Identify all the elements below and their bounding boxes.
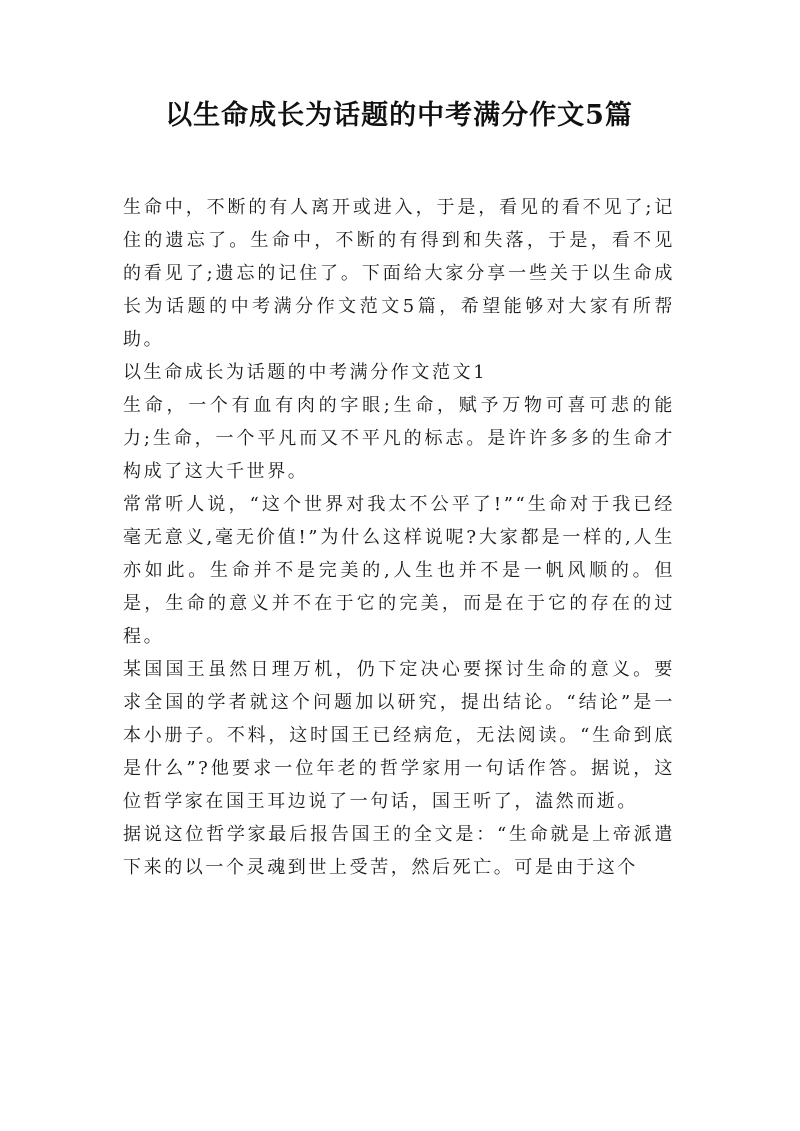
intro-paragraph: 生命中，不断的有人离开或进入，于是，看见的看不见了;记住的遗忘了。生命中，不断的有得到和失落，于是，看不见的看见了;遗忘的记住了。下面给大家分享一些关于以生命成长为话题的中考满分作文范文5篇，希望能够对大家有所帮助。 [123, 197, 675, 350]
body-paragraph: 常常听人说，“这个世界对我太不公平了!”“生命对于我已经毫无意义,毫无价值!”为什么这样说呢?大家都是一样的,人生亦如此。生命并不是完美的,人生也并不是一帆风顺的。但是，生命的意义并不在于它的完美，而是在于它的存在的过程。 [123, 494, 675, 647]
body-paragraph: 生命，一个有血有肉的字眼;生命，赋予万物可喜可悲的能力;生命，一个平凡而又不平凡的标志。是许许多多的生命才构成了这大千世界。 [123, 395, 675, 482]
document-body [123, 191, 675, 884]
document-title: 以生命成长为话题的中考满分作文5篇 [165, 100, 633, 131]
body-paragraph: 某国国王虽然日理万机，仍下定决心要探讨生命的意义。要求全国的学者就这个问题加以研究，提出结论。“结论”是一本小册子。不料，这时国王已经病危，无法阅读。“生命到底是什么”?他要求一位年老的哲学家用一句话作答。据说，这位哲学家在国王耳边说了一句话，国王听了，溘然而逝。 [123, 659, 675, 812]
essay-subheading: 以生命成长为话题的中考满分作文范文1 [123, 362, 488, 383]
body-paragraph: 据说这位哲学家最后报告国王的全文是：“生命就是上帝派遣下来的以一个灵魂到世上受苦，然后死亡。可是由于这个 [123, 824, 675, 878]
